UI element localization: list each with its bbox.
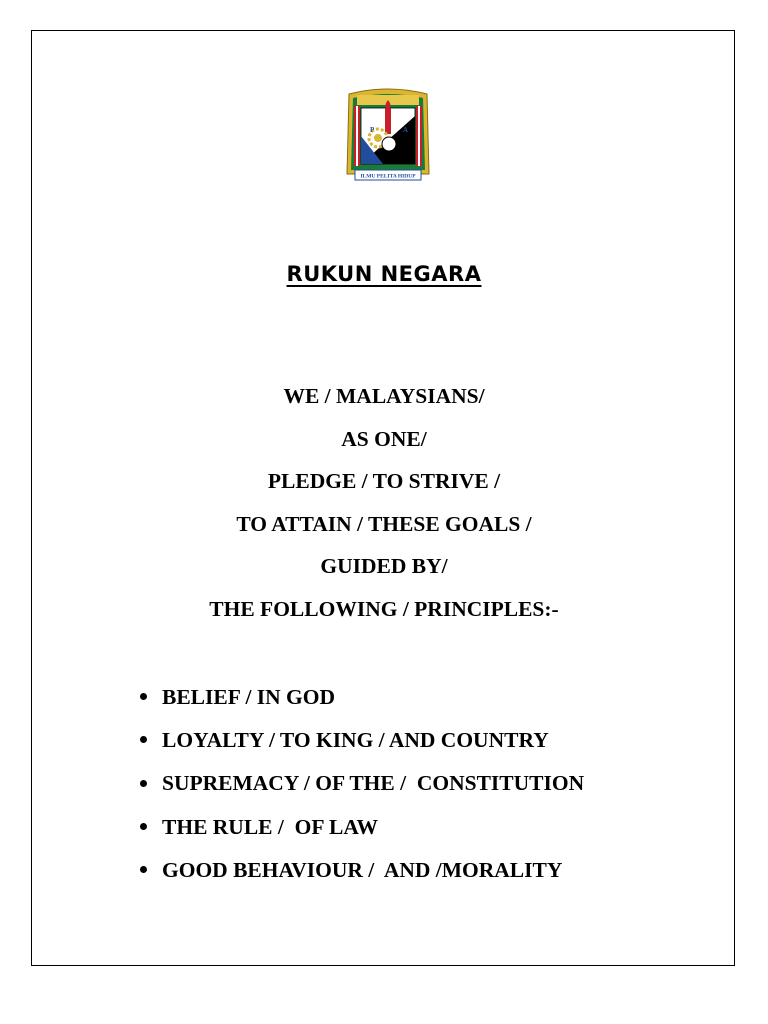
pledge-line: THE FOLLOWING / PRINCIPLES:- (209, 596, 559, 621)
pledge-line: TO ATTAIN / THESE GOALS / (236, 511, 532, 536)
school-crest-logo (343, 86, 433, 186)
pledge-line: PLEDGE / TO STRIVE / (267, 469, 501, 494)
bullet-icon (140, 693, 147, 700)
principle-item (140, 805, 584, 848)
principle-item (140, 718, 584, 761)
principle-text: SUPREMACY / OF THE / CONSTITUTION (162, 771, 585, 796)
svg-text:P: P (370, 126, 375, 134)
pledge-line: GUIDED BY/ (320, 554, 448, 579)
svg-text:ILMU PELITA HIDUP: ILMU PELITA HIDUP (360, 173, 416, 180)
principle-text: GOOD BEHAVIOUR / AND /MORALITY (162, 857, 563, 882)
bullet-icon (140, 823, 147, 830)
bullet-icon (140, 780, 147, 787)
principle-text: LOYALTY / TO KING / AND COUNTRY (162, 727, 549, 752)
principle-text: BELIEF / IN GOD (162, 684, 336, 709)
principle-item (140, 848, 584, 891)
bullet-icon (140, 866, 147, 873)
svg-text:A: A (403, 126, 409, 134)
document-title: RUKUN NEGARA (286, 262, 482, 286)
pledge-line: AS ONE/ (341, 426, 427, 451)
bullet-icon (140, 736, 147, 743)
pledge-lines (0, 380, 768, 636)
principle-item (140, 762, 584, 805)
principle-item (140, 675, 584, 718)
principle-text: THE RULE / OF LAW (162, 814, 379, 839)
principles-list (140, 675, 584, 891)
pledge-line: WE / MALAYSIANS/ (283, 384, 485, 408)
